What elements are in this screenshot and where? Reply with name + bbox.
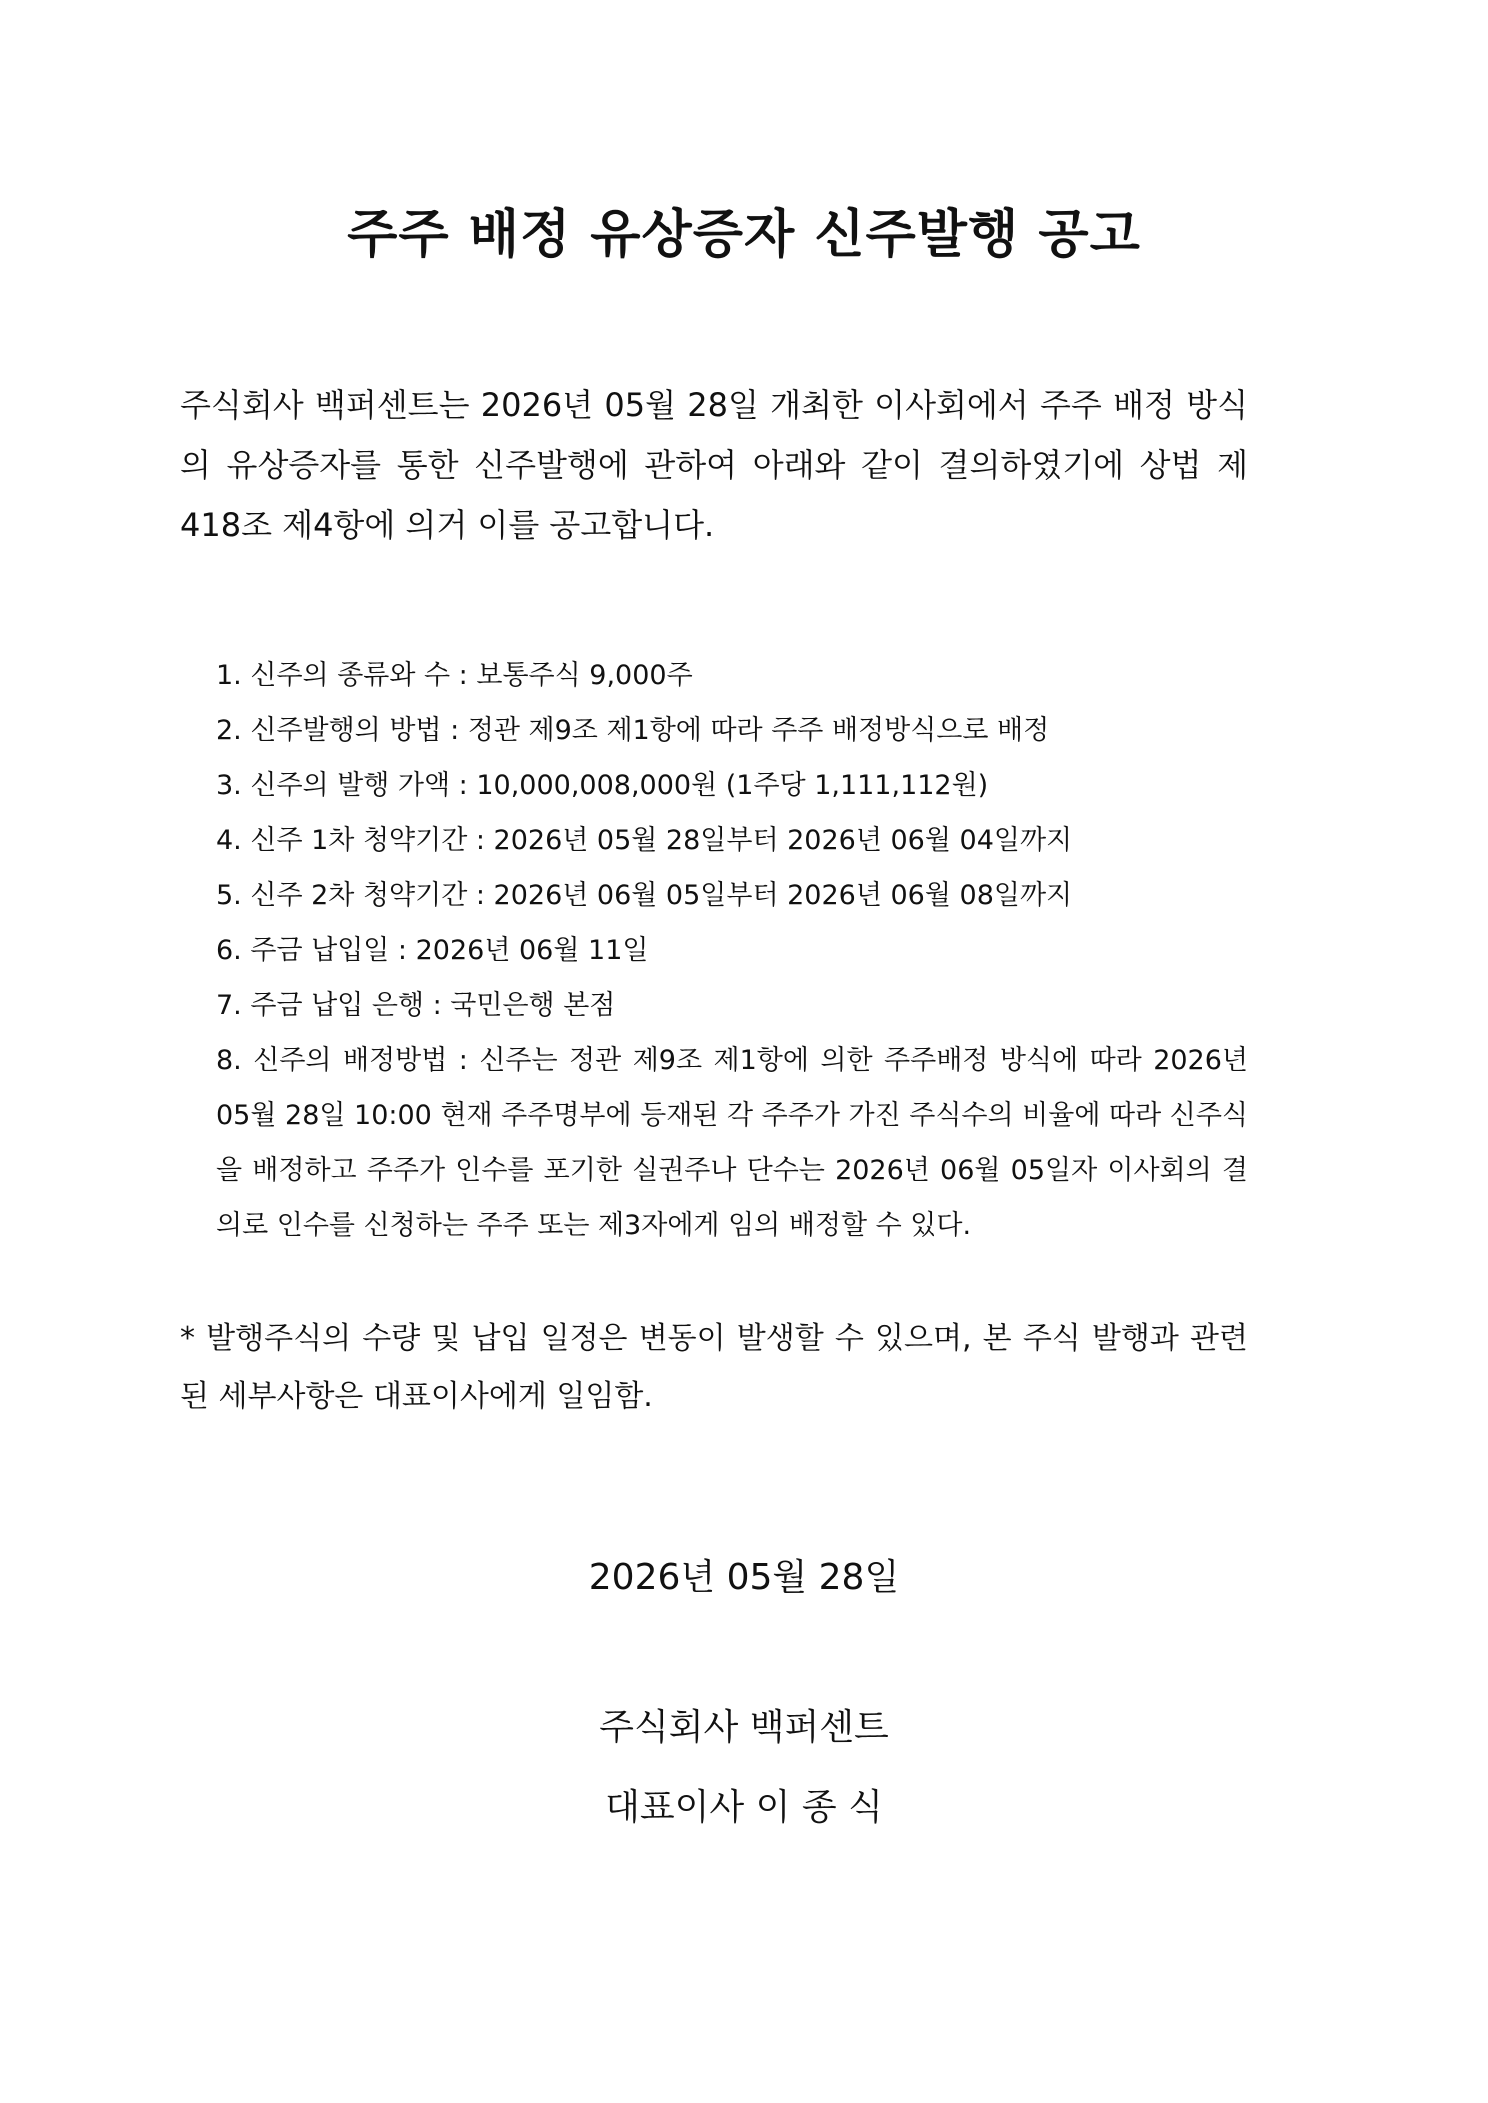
- item-number: 3.: [216, 770, 242, 801]
- list-item: [216, 978, 1248, 1033]
- list-item: [216, 813, 1248, 868]
- item-number: 7.: [216, 990, 242, 1021]
- list-item: [216, 703, 1248, 758]
- item-text: 주금 납입 은행 : 국민은행 본점: [250, 990, 616, 1021]
- intro-paragraph: 주식회사 백퍼센트는 2026년 05월 28일 개최한 이사회에서 주주 배정 방식의 유상증자를 통한 신주발행에 관하여 아래와 같이 결의하였기에 상법 제418조 제4항에 의거 이를 공고합니다.: [180, 386, 1248, 544]
- document-title: 주주 배정 유상증자 신주발행 공고: [347, 205, 1141, 265]
- item-number: 8.: [216, 1045, 242, 1076]
- notice-date: 2026년 05월 28일: [588, 1557, 900, 1598]
- list-item: [216, 868, 1248, 923]
- item-text: 신주의 배정방법 : 신주는 정관 제9조 제1항에 의한 주주배정 방식에 따라 2026년 05월 28일 10:00 현재 주주명부에 등재된 각 주주가 가진 주식수의 비율에 따라 신주식을 배정하고 주주가 인수를 포기한 실권주나 단수는 2026년 06월 05일자 이사회의 결의로 인수를 신청하는 주주 또는 제3자에게 임의 배정할 수 있다.: [216, 1045, 1248, 1241]
- list-item: [216, 923, 1248, 978]
- item-number: 4.: [216, 825, 242, 856]
- item-number: 5.: [216, 880, 242, 911]
- item-text: 신주 2차 청약기간 : 2026년 06월 05일부터 2026년 06월 08일까지: [250, 880, 1073, 911]
- item-number: 6.: [216, 935, 242, 966]
- list-item: [216, 1033, 1248, 1253]
- list-item: [216, 648, 1248, 703]
- ceo-name: 대표이사 이 종 식: [605, 1787, 883, 1828]
- company-name: 주식회사 백퍼센트: [599, 1707, 889, 1748]
- item-text: 신주의 발행 가액 : 10,000,008,000원 (1주당 1,111,112원): [250, 770, 989, 801]
- footnote: * 발행주식의 수량 및 납입 일정은 변동이 발생할 수 있으며, 본 주식 발행과 관련된 세부사항은 대표이사에게 일임함.: [180, 1321, 1248, 1414]
- list-item: [216, 758, 1248, 813]
- item-number: 2.: [216, 715, 242, 746]
- item-text: 주금 납입일 : 2026년 06월 11일: [250, 935, 649, 966]
- item-text: 신주 1차 청약기간 : 2026년 05월 28일부터 2026년 06월 04일까지: [250, 825, 1073, 856]
- item-number: 1.: [216, 660, 242, 691]
- item-text: 신주발행의 방법 : 정관 제9조 제1항에 따라 주주 배정방식으로 배정: [250, 715, 1050, 746]
- item-text: 신주의 종류와 수 : 보통주식 9,000주: [250, 660, 693, 691]
- notice-items-list: [216, 648, 1248, 1253]
